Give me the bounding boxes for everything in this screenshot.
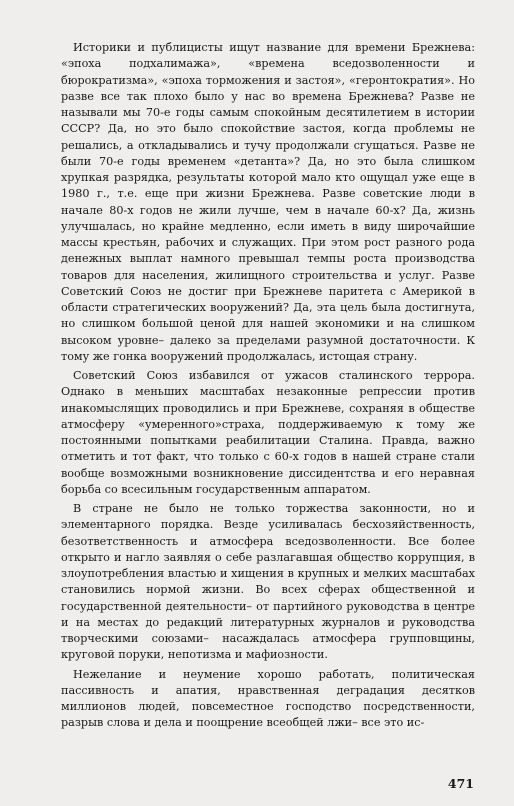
paragraph-3: В стране не было не только торжества законности, но и элементарного порядка. Везде усиливалась бесхозяйственность, безответственность и атмосфера вседозволенности. Все более открыто и нагло заявляя о себе разлагавшая общество коррупция, в злоупотребления властью и хищения в крупных и мелких масштабах становились нормой жизни. Во всех сферах общественной и государственной деятельности– от партийного руководства в центре и на местах до редакций литературных журналов и руководства творческими союзами– насаждалась атмосфера групповщины, круговой поруки, непотизма и мафиозности. [61,502,475,662]
paragraph-1: Историки и публицисты ищут название для времени Брежнева: «эпоха подхалимажа», «времена вседозволенности и бюрократизма», «эпоха торможения и застоя», «геронтократия». Но разве все так плохо было у нас во времена Брежнева? Разве не называли мы 70-е годы самым спокойным десятилетием в истории СССР? Да, но это было спокойствие застоя, когда проблемы не решались, а откладывались и тучу продолжали сгущаться. Разве не были 70-е годы временем «детанта»? Да, но это была слишком хрупкая разрядка, результаты которой мало кто ощущал уже еще в 1980 г., т.е. еще при жизни Брежнева. Разве советские люди в начале 80-х годов не жили лучше, чем в начале 60-х? Да, жизнь улучшалась, но крайне медленно, если иметь в виду широчайшие массы крестьян, рабочих и служащих. При этом рост разного рода денежных выплат намного превышал темпы роста производства товаров для населения, жилищного строительства и услуг. Разве Советский Союз не достиг при Брежневе паритета с Америкой в области стратегических вооружений? Да, эта цель была достигнута, но слишком большой ценой для нашей экономики и на слишком высоком уровне– далеко за пределами разумной достаточности. К тому же гонка вооружений продолжалась, истощая страну. [61,41,475,363]
paragraph-4: Нежелание и неумение хорошо работать, политическая пассивность и апатия, нравственная деградация десятков миллионов людей, повсеместное господство посредственности, разрыв слова и дела и поощрение всеобщей лжи– все это ис- [61,667,475,730]
page-number: 471 [447,776,474,791]
paragraph-2: Советский Союз избавился от ужасов сталинского террора. Однако в меньших масштабах незаконные репрессии против инакомыслящих проводились и при Брежневе, сохраняя в обществе атмосферу «умеренного»страха, поддерживаемую к тому же постоянными попытками реабилитации Сталина. Правда, важно отметить и тот факт, что только с 60-х годов в нашей стране стали вообще возможными возникновение диссидентства и его неравная борьба со всесильным государственным аппаратом. [61,369,475,496]
body-text [61,40,475,735]
